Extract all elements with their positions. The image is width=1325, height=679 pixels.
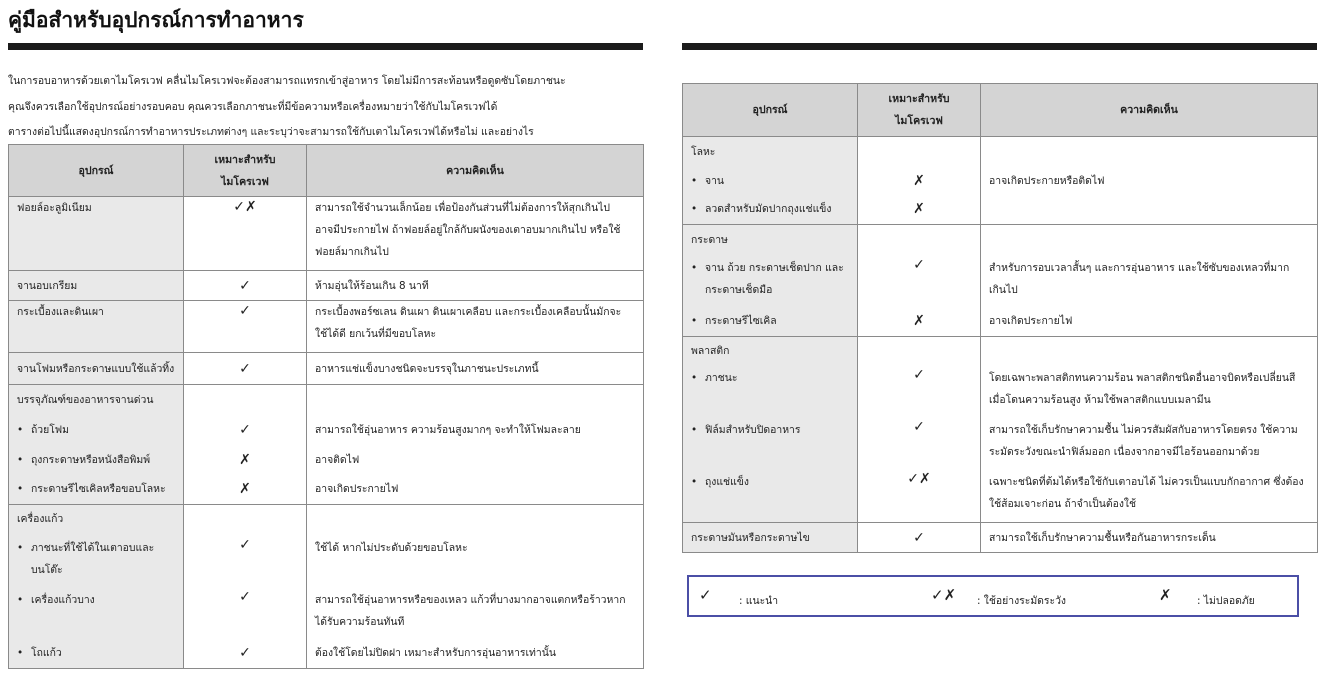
category-label: เครื่องแก้ว	[9, 505, 184, 533]
utensil-name	[9, 445, 184, 475]
utensil-name: จานโฟมหรือกระดาษแบบใช้แล้วทิ้ง	[9, 353, 184, 385]
suitability-mark: ✓	[184, 301, 307, 353]
comment-cell: ห้ามอุ่นให้ร้อนเกิน 8 นาที	[307, 271, 644, 301]
bullet-item: • ถ้วยโฟม	[17, 419, 175, 441]
utensil-name: ฟอยล์อะลูมิเนียม	[9, 197, 184, 271]
utensil-table-right	[682, 83, 1318, 553]
utensil-table-left	[8, 144, 644, 669]
suitability-mark: ✗	[184, 445, 307, 475]
suitability-mark: ✓	[858, 417, 981, 469]
empty-cell	[307, 505, 644, 533]
table-row	[683, 365, 1318, 417]
bullet-item-continued: บนโต๊ะ	[31, 563, 63, 576]
table-row	[9, 639, 644, 669]
bullet-item: • จาน ถ้วย กระดาษเช็ดปาก และ	[691, 257, 849, 279]
utensil-name	[683, 365, 858, 417]
table-row	[683, 167, 1318, 195]
utensil-name: จานอบเกรียม	[9, 271, 184, 301]
legend-caution-label: : ใช้อย่างระมัดระวัง	[977, 595, 1066, 607]
table-row	[9, 301, 644, 353]
bullet-item: • เครื่องแก้วบาง	[17, 589, 175, 611]
comment-cell	[307, 197, 644, 271]
table-header-row	[9, 145, 644, 197]
intro-line: ในการอบอาหารด้วยเตาไมโครเวฟ คลื่นไมโครเวฟจะต้องสามารถแทรกเข้าสู่อาหาร โดยไม่มีการสะท้อนหรือดูดซับโดยภาชนะ	[8, 75, 566, 87]
empty-cell	[981, 225, 1318, 255]
empty-cell	[184, 385, 307, 415]
check-cross-icon: ✓✗	[931, 586, 957, 604]
table-row	[683, 137, 1318, 167]
comment-cell: ใช้ได้ หากไม่ประดับด้วยขอบโลหะ	[307, 533, 644, 585]
legend-box	[687, 575, 1299, 617]
category-label: พลาสติก	[683, 337, 858, 365]
comment-cell: สามารถใช้เก็บรักษาความชื้นหรือกันอาหารกระเด็น	[981, 523, 1318, 553]
suitability-mark: ✓✗	[184, 197, 307, 271]
table-row	[683, 255, 1318, 307]
comment-line: เฉพาะชนิดที่ต้มได้หรือใช้กับเตาอบได้ ไม่ควรเป็นแบบกักอากาศ ซึ่งต้อง	[989, 475, 1304, 488]
comment-line: เมื่อโดนความร้อนสูง ห้ามใช้พลาสติกแบบเมลามีน	[989, 393, 1211, 406]
header-line: เหมาะสำหรับ	[888, 93, 950, 105]
bullet-item-continued: กระดาษเช็ดมือ	[705, 283, 773, 296]
utensil-name	[683, 307, 858, 337]
comment-cell: อาจเกิดประกายหรือติดไฟ	[981, 167, 1318, 195]
empty-cell	[858, 137, 981, 167]
utensil-name	[683, 255, 858, 307]
suitability-mark: ✓✗	[858, 469, 981, 523]
bullet-item: • กระดาษรีไซเคิลหรือขอบโลหะ	[17, 478, 175, 500]
bullet-item: • ถุงกระดาษหรือหนังสือพิมพ์	[17, 449, 175, 471]
table-row	[683, 225, 1318, 255]
utensil-name	[9, 639, 184, 669]
comment-cell	[307, 301, 644, 353]
empty-cell	[184, 505, 307, 533]
comment-line: ใช้ได้ดี ยกเว้นที่มีขอบโลหะ	[315, 328, 437, 340]
comment-line: ฟอยล์มากเกินไป	[315, 246, 389, 258]
table-row	[683, 337, 1318, 365]
page-title: คู่มือสำหรับอุปกรณ์การทำอาหาร	[8, 8, 304, 32]
table-row	[9, 385, 644, 415]
table-row	[9, 585, 644, 639]
bullet-item: • โถแก้ว	[17, 642, 175, 664]
empty-cell	[981, 337, 1318, 365]
comment-cell	[981, 255, 1318, 307]
suitability-mark: ✗	[858, 195, 981, 225]
suitability-mark: ✗	[858, 167, 981, 195]
utensil-name	[683, 167, 858, 195]
suitability-mark: ✓	[858, 365, 981, 417]
header-microwave-safe	[184, 145, 307, 197]
table-row	[683, 307, 1318, 337]
comment-line: ระมัดระวังขณะนำฟิล์มออก เนื่องจากอาจมีไอร้อนออกมาด้วย	[989, 445, 1260, 458]
comment-line: สามารถใช้จำนวนเล็กน้อย เพื่อป้องกันส่วนที่ไม่ต้องการให้สุกเกินไป	[315, 202, 611, 214]
comment-cell	[307, 585, 644, 639]
header-utensil: อุปกรณ์	[9, 145, 184, 197]
table-header-row	[683, 84, 1318, 137]
comment-line: อาจมีประกายไฟ ถ้าฟอยล์อยู่ใกล้กับผนังของเตาอบมากเกินไป หรือใช้	[315, 224, 621, 236]
comment-line: เกินไป	[989, 283, 1018, 296]
category-label: บรรจุภัณฑ์ของอาหารจานด่วน	[9, 385, 184, 415]
bullet-item: • จาน	[691, 170, 849, 192]
utensil-name	[683, 417, 858, 469]
bullet-item: • ภาชนะ	[691, 367, 849, 389]
comment-cell	[981, 195, 1318, 225]
comment-line: ได้รับความร้อนทันที	[315, 615, 405, 628]
category-label: กระดาษ	[683, 225, 858, 255]
suitability-mark: ✗	[184, 475, 307, 505]
header-comments: ความคิดเห็น	[307, 145, 644, 197]
cross-icon: ✗	[1159, 586, 1172, 604]
comment-line: สามารถใช้อุ่นอาหารหรือของเหลว แก้วที่บางมากอาจแตกหรือร้าวหาก	[315, 593, 626, 606]
comment-line: โดยเฉพาะพลาสติกทนความร้อน พลาสติกชนิดอื่นอาจบิดหรือเปลี่ยนสี	[989, 371, 1296, 384]
suitability-mark: ✓	[184, 639, 307, 669]
utensil-name	[9, 533, 184, 585]
intro-line: ตารางต่อไปนี้แสดงอุปกรณ์การทำอาหารประเภทต่างๆ และระบุว่าจะสามารถใช้กับเตาไมโครเวฟได้หรือไม่ และอย่างไร	[8, 126, 534, 138]
comment-cell	[981, 417, 1318, 469]
table-row	[9, 505, 644, 533]
empty-cell	[981, 137, 1318, 167]
suitability-mark: ✓	[858, 523, 981, 553]
comment-cell	[981, 365, 1318, 417]
intro-line: คุณจึงควรเลือกใช้อุปกรณ์อย่างรอบคอบ คุณควรเลือกภาชนะที่มีข้อความหรือเครื่องหมายว่าใช้กับไมโครเวฟได้	[8, 100, 498, 113]
table-row	[9, 445, 644, 475]
header-line: ไมโครเวฟ	[221, 175, 269, 188]
comment-cell: อาหารแช่แข็งบางชนิดจะบรรจุในภาชนะประเภทนี้	[307, 353, 644, 385]
title-rule-right	[682, 43, 1317, 50]
suitability-mark: ✓	[184, 353, 307, 385]
header-line: เหมาะสำหรับ	[214, 153, 276, 166]
table-row	[683, 195, 1318, 225]
table-row	[683, 469, 1318, 523]
empty-cell	[858, 225, 981, 255]
utensil-name	[683, 195, 858, 225]
suitability-mark: ✓	[184, 271, 307, 301]
comment-line: สำหรับการอบเวลาสั้นๆ และการอุ่นอาหาร และใช้ซับของเหลวที่มาก	[989, 261, 1290, 274]
comment-line: ใช้ส้อมเจาะก่อน ถ้าจำเป็นต้องใช้	[989, 497, 1137, 510]
comment-cell	[981, 469, 1318, 523]
check-icon: ✓	[699, 586, 712, 604]
utensil-name: กระดาษมันหรือกระดาษไข	[683, 523, 858, 553]
suitability-mark: ✓	[184, 415, 307, 445]
table-row	[9, 197, 644, 271]
utensil-name	[9, 475, 184, 505]
suitability-mark: ✓	[184, 533, 307, 585]
table-row	[9, 353, 644, 385]
header-comments: ความคิดเห็น	[981, 84, 1318, 137]
utensil-name	[9, 585, 184, 639]
comment-cell: ต้องใช้โดยไม่ปิดฝา เหมาะสำหรับการอุ่นอาหารเท่านั้น	[307, 639, 644, 669]
comment-cell: อาจเกิดประกายไฟ	[307, 475, 644, 505]
bullet-item: • ภาชนะที่ใช้ได้ในเตาอบและ	[17, 537, 175, 559]
table-row	[9, 475, 644, 505]
table-row	[683, 523, 1318, 553]
bullet-item: • ลวดสำหรับมัดปากถุงแช่แข็ง	[691, 198, 849, 220]
utensil-name: กระเบื้องและดินเผา	[9, 301, 184, 353]
header-microwave-safe	[858, 84, 981, 137]
comment-cell: อาจติดไฟ	[307, 445, 644, 475]
legend-unsafe-label: : ไม่ปลอดภัย	[1197, 595, 1255, 607]
suitability-mark: ✗	[858, 307, 981, 337]
legend-recommended-label: : แนะนำ	[739, 595, 779, 607]
intro-text	[8, 69, 648, 146]
bullet-item: • กระดาษรีไซเคิล	[691, 310, 849, 332]
suitability-mark: ✓	[184, 585, 307, 639]
suitability-mark: ✓	[858, 255, 981, 307]
comment-line: สามารถใช้เก็บรักษาความชื้น ไม่ควรสัมผัสกับอาหารโดยตรง ใช้ความ	[989, 423, 1298, 436]
title-rule-left	[8, 43, 643, 50]
comment-line: กระเบื้องพอร์ซเลน ดินเผา ดินเผาเคลือบ และกระเบื้องเคลือบนั้นมักจะ	[315, 306, 622, 318]
header-utensil: อุปกรณ์	[683, 84, 858, 137]
bullet-item: • ถุงแช่แข็ง	[691, 471, 849, 493]
empty-cell	[858, 337, 981, 365]
utensil-name	[9, 415, 184, 445]
header-line: ไมโครเวฟ	[895, 115, 943, 127]
table-row	[9, 271, 644, 301]
table-row	[9, 533, 644, 585]
table-row	[9, 415, 644, 445]
utensil-name	[683, 469, 858, 523]
comment-cell: อาจเกิดประกายไฟ	[981, 307, 1318, 337]
category-label: โลหะ	[683, 137, 858, 167]
table-row	[683, 417, 1318, 469]
bullet-item: • ฟิล์มสำหรับปิดอาหาร	[691, 419, 849, 441]
comment-cell: สามารถใช้อุ่นอาหาร ความร้อนสูงมากๆ จะทำให้โฟมละลาย	[307, 415, 644, 445]
empty-cell	[307, 385, 644, 415]
